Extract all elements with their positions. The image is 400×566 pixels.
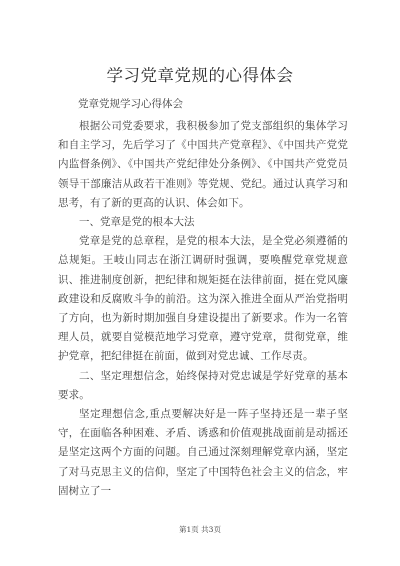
section-heading-2: 二、坚定理想信念，始终保持对党忠诚是学好党章的基本要求。 <box>58 369 348 401</box>
paragraph-section-2: 坚定理想信念,重点要解决好是一阵子坚持还是一辈子坚守，在面临各种困难、矛盾、诱惑和价值观挑战面前是动摇还是坚定这两个方面的问题。自己通过深刻理解党章内涵，坚定了对马克思主义的信仰，坚定了中国特色社会主义的信念，牢固树立了一 <box>58 408 348 497</box>
paragraph-intro: 根据公司党委要求，我积极参加了党支部组织的集体学习和自主学习，先后学习了《中国共产党章程》、《中国共产党党内监督条例》、《中国共产党纪律处分条例》、《中国共产党党员领导干部廉洁从政若干准则》等党规、党纪。通过认真学习和思考，有了新的更高的认识、体会如下。 <box>58 120 348 209</box>
paragraph-section-1: 党章是党的总章程，是党的根本大法，是全党必须遵循的总规矩。王岐山同志在浙江调研时强调，要唤醒党章党规意识、推进制度创新，把纪律和规矩挺在法律前面，挺在党风廉政建设和反腐败斗争的前沿。这为深入推进全面从严治党指明了方向，也为新时期加强自身建设提出了新要求。作为一名管理人员，就要自觉模范地学习党章，遵守党章，贯彻党章，维护党章，把纪律挺在前面，做到对党忠诚、工作尽责。 <box>58 235 348 363</box>
section-heading-1: 一、党章是党的根本大法 <box>79 216 195 229</box>
document-subtitle: 党章党规学习心得体会 <box>78 98 183 110</box>
page-footer: 第1页 共3页 <box>179 525 221 534</box>
document-body <box>58 117 348 501</box>
document-title: 学习党章党规的心得体会 <box>106 66 294 85</box>
